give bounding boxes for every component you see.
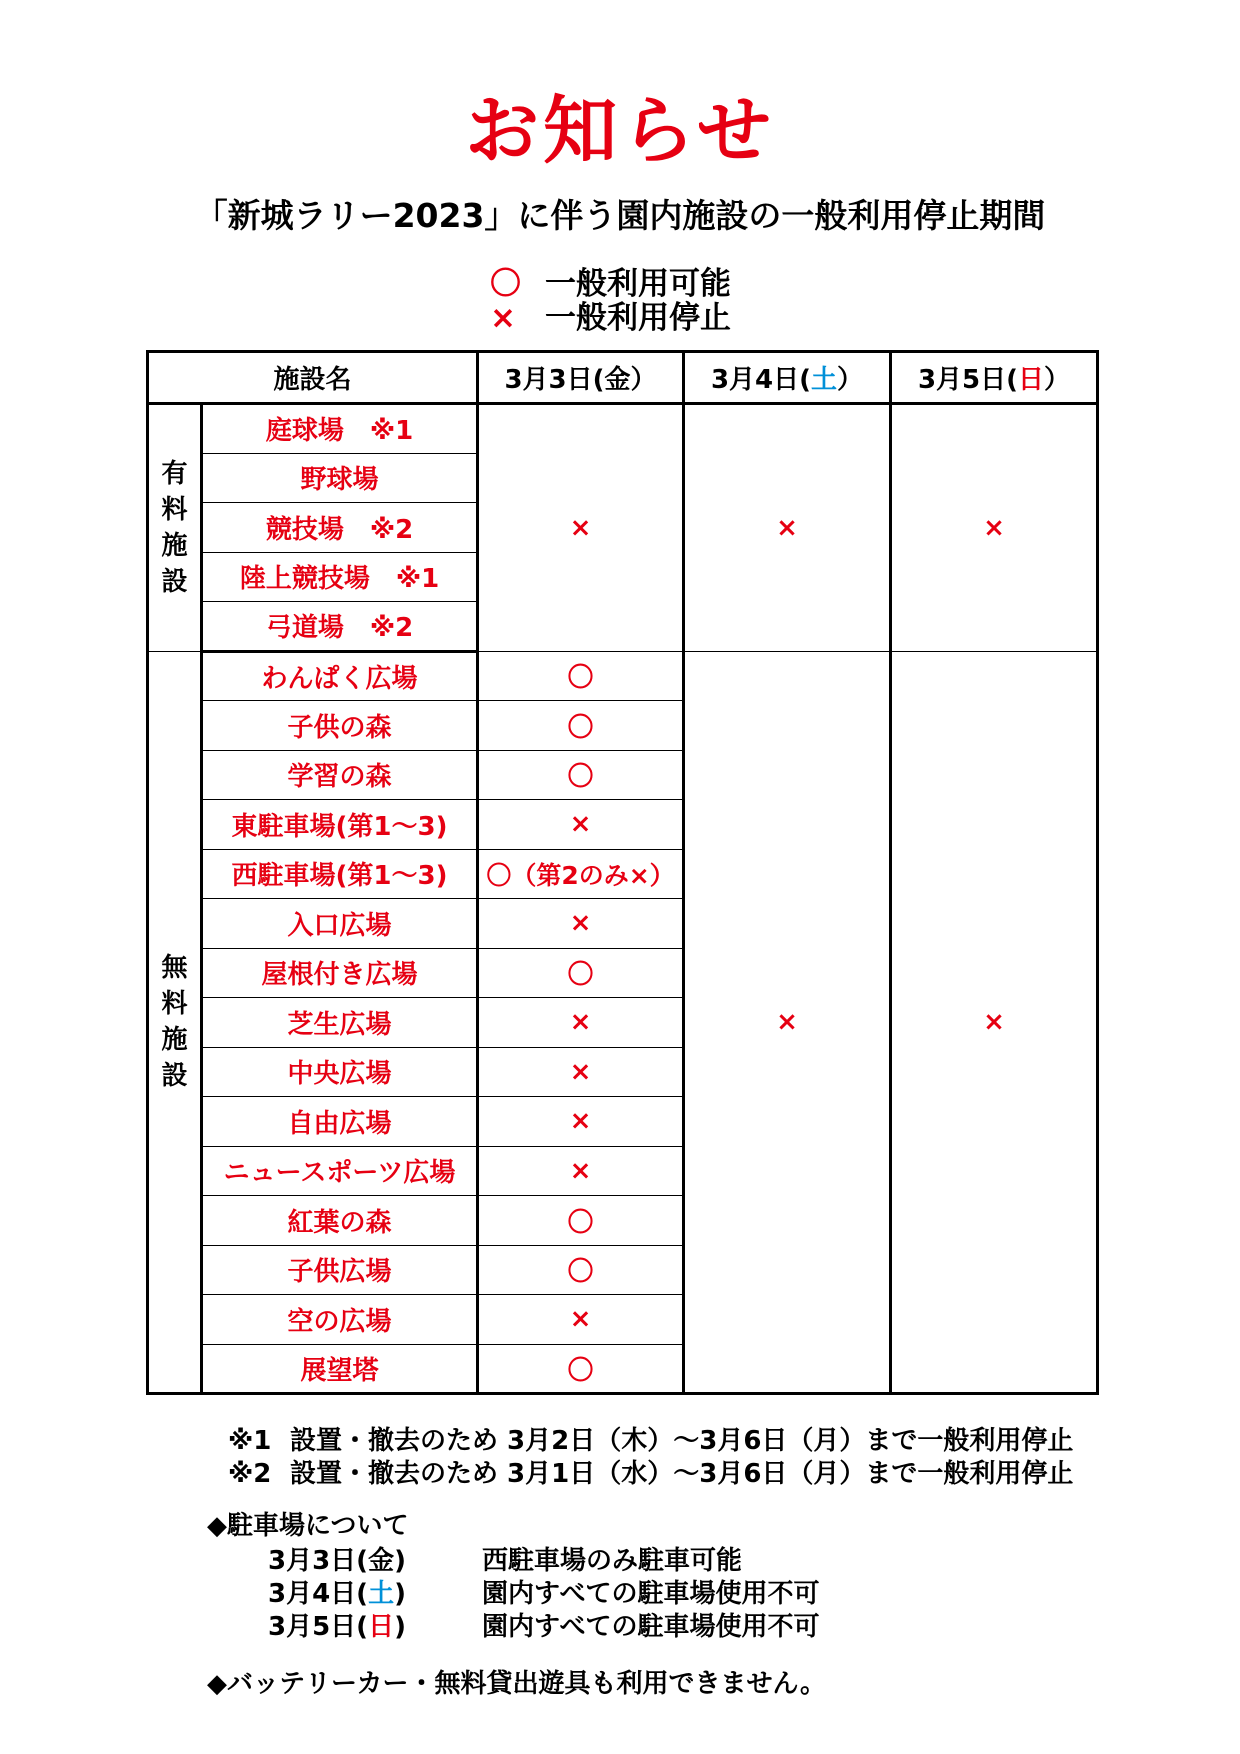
facility-name: 野球場: [202, 453, 478, 503]
facility-name: 陸上競技場 ※1: [202, 552, 478, 602]
category-paid: 有 料 施 設: [148, 404, 202, 652]
day1-status: ×: [478, 899, 684, 949]
footnote-text: 設置・撤去のため 3月2日（木）～3月6日（月）まで一般利用停止: [290, 1426, 1074, 1456]
parking-date: 3月3日(金): [268, 1546, 406, 1576]
footnote-mark: ※2: [228, 1459, 272, 1489]
free-day2-status: ×: [684, 651, 891, 1394]
facility-name: 入口広場: [202, 899, 478, 949]
table-row: [148, 404, 1098, 454]
facility-name: 東駐車場(第1～3): [202, 800, 478, 850]
day1-status: 〇: [478, 948, 684, 998]
legend-label: 一般利用停止: [545, 300, 731, 336]
paid-day3-status: ×: [891, 404, 1098, 652]
day1-status: ×: [478, 1047, 684, 1097]
legend-stopped: [490, 292, 731, 337]
weekday-friday: 金: [604, 365, 631, 395]
footnote-2: [228, 1453, 1073, 1490]
day1-status: ×: [478, 998, 684, 1048]
day1-status: 〇: [478, 750, 684, 800]
day1-status: ×: [478, 800, 684, 850]
day1-status: ×: [478, 1097, 684, 1147]
free-day3-status: ×: [891, 651, 1098, 1394]
parking-text: 西駐車場のみ駐車可能: [482, 1546, 743, 1576]
facility-name: 芝生広場: [202, 998, 478, 1048]
day1-status: 〇: [478, 1245, 684, 1295]
available-symbol: 〇: [490, 266, 521, 302]
footnote-mark: ※1: [228, 1426, 272, 1456]
header-day-1: 3月3日(金）: [478, 352, 684, 404]
facility-name: 子供広場: [202, 1245, 478, 1295]
day1-status: 〇（第2のみ×）: [478, 849, 684, 899]
facility-name: 屋根付き広場: [202, 948, 478, 998]
parking-date: 3月4日(土): [268, 1579, 406, 1609]
facility-name: 子供の森: [202, 701, 478, 751]
parking-heading: ◆駐車場について: [207, 1511, 409, 1541]
header-day-3: 3月5日(日）: [891, 352, 1098, 404]
header-facility: 施設名: [148, 352, 478, 404]
facility-name: 自由広場: [202, 1097, 478, 1147]
facility-name: 学習の森: [202, 750, 478, 800]
day1-status: ×: [478, 1146, 684, 1196]
parking-date: 3月5日(日): [268, 1612, 406, 1642]
facility-name: わんぱく広場: [202, 651, 478, 701]
facility-schedule-table: [146, 350, 1099, 1395]
header-day-2: 3月4日(土）: [684, 352, 891, 404]
facility-name: 展望塔: [202, 1344, 478, 1394]
facility-name: 競技場 ※2: [202, 503, 478, 553]
category-free: 無 料 施 設: [148, 651, 202, 1394]
facility-name: 西駐車場(第1～3): [202, 849, 478, 899]
facility-name: 空の広場: [202, 1295, 478, 1345]
footnote-text: 設置・撤去のため 3月1日（水）～3月6日（月）まで一般利用停止: [290, 1459, 1074, 1489]
paid-day2-status: ×: [684, 404, 891, 652]
parking-text: 園内すべての駐車場使用不可: [482, 1612, 820, 1642]
facility-name: 紅葉の森: [202, 1196, 478, 1246]
day1-status: ×: [478, 1295, 684, 1345]
parking-text: 園内すべての駐車場使用不可: [482, 1579, 820, 1609]
day1-status: 〇: [478, 701, 684, 751]
day1-status: 〇: [478, 1344, 684, 1394]
stopped-symbol: ×: [490, 300, 516, 336]
day1-status: 〇: [478, 1196, 684, 1246]
legend-label: 一般利用可能: [545, 266, 731, 302]
page-subtitle: 「新城ラリー2023」に伴う園内施設の一般利用停止期間: [194, 196, 1046, 235]
facility-name: 庭球場 ※1: [202, 404, 478, 454]
table-row: [148, 651, 1098, 701]
table-header-row: [148, 352, 1098, 404]
paid-day1-status: ×: [478, 404, 684, 652]
footnote-1: [228, 1420, 1073, 1457]
weekday-sunday: 日: [1018, 365, 1045, 395]
facility-name: ニュースポーツ広場: [202, 1146, 478, 1196]
facility-name: 弓道場 ※2: [202, 602, 478, 652]
day1-status: 〇: [478, 651, 684, 701]
battery-car-note: ◆バッテリーカー・無料貸出遊具も利用できません。: [207, 1669, 827, 1699]
page-title: お知らせ: [465, 88, 775, 174]
facility-name: 中央広場: [202, 1047, 478, 1097]
weekday-saturday: 土: [811, 365, 838, 395]
